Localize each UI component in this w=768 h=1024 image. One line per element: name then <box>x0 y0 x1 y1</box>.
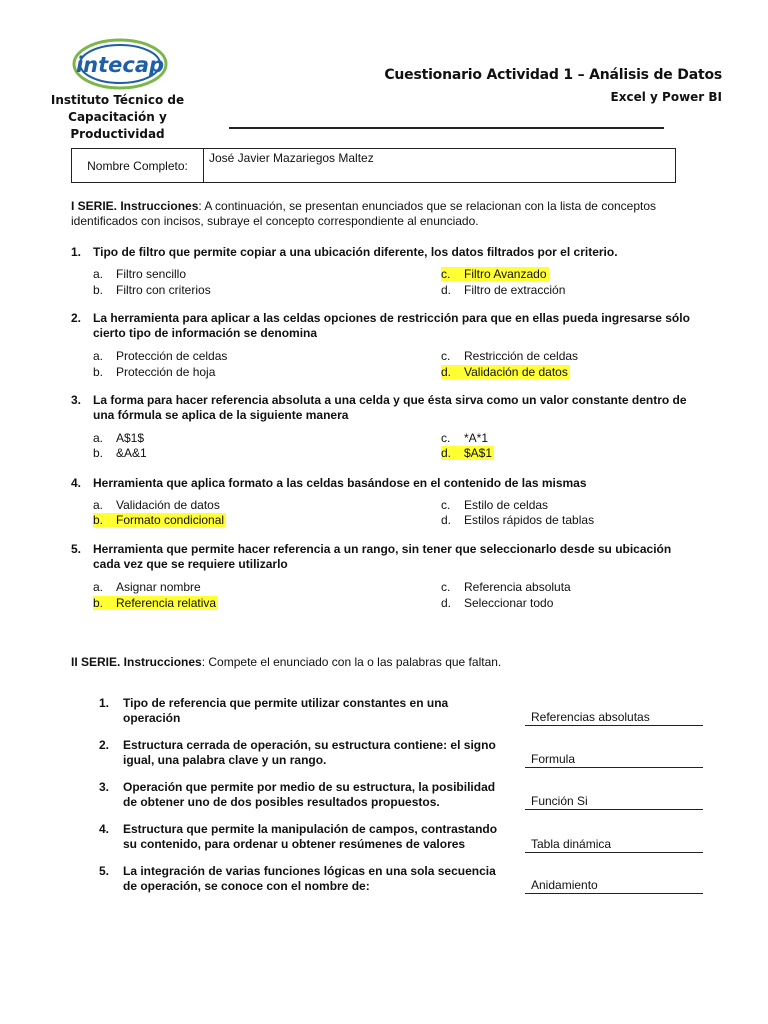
question-number: 3. <box>71 393 82 407</box>
q2-option-b[interactable]: b. Protección de hoja <box>93 365 216 379</box>
question-text: Tipo de filtro que permite copiar a una ubicación diferente, los datos filtrados por el criterio. <box>93 245 618 259</box>
serie2-answer-5[interactable]: Anidamiento <box>525 877 703 894</box>
serie2-answer-4[interactable]: Tabla dinámica <box>525 836 703 853</box>
question-text: Herramienta que permite hacer referencia a un rango, sin tener que seleccionarlo desde su ubicación cada vez que se requiere utilizarlo <box>93 542 672 571</box>
document-title: Cuestionario Actividad 1 – Análisis de Datos <box>384 67 722 83</box>
q3-option-a[interactable]: a. A$1$ <box>93 431 145 445</box>
serie1-instructions-line2: identificados con incisos, subraye el concepto correspondiente al enunciado. <box>71 214 479 228</box>
serie2-instructions-text: : Compete el enunciado con la o las palabras que faltan. <box>201 655 502 669</box>
serie1-instructions <box>71 199 711 229</box>
serie2-instructions <box>71 655 711 670</box>
q5-option-b-selected[interactable]: b. Referencia relativa <box>93 596 217 610</box>
document-subtitle: Excel y Power BI <box>610 90 722 104</box>
serie1-question-3 <box>71 393 723 423</box>
question-text: La herramienta para aplicar a las celdas opciones de restricción para que en ellas pueda ingresarse sólo cierto tipo de información se denomina <box>93 311 690 340</box>
serie2-heading: II SERIE. Instrucciones <box>71 655 202 669</box>
institute-line-1: Instituto Técnico de <box>50 93 185 107</box>
institute-name <box>20 92 215 143</box>
header-divider <box>229 127 664 129</box>
name-table <box>71 148 676 183</box>
q2-option-a[interactable]: a. Protección de celdas <box>93 349 228 363</box>
question-number: 5. <box>71 542 82 556</box>
q3-option-c[interactable]: c. *A*1 <box>441 431 489 445</box>
name-value[interactable]: José Javier Mazariegos Maltez <box>209 151 374 165</box>
q5-option-c[interactable]: c. Referencia absoluta <box>441 580 571 594</box>
serie1-heading: I SERIE. Instrucciones <box>71 199 199 213</box>
q2-option-d-selected[interactable]: d. Validación de datos <box>441 365 568 379</box>
question-number: 4. <box>71 476 82 490</box>
serie2-question-3: 3. Operación que permite por medio de su estructura, la posibilidad de obtener uno de dos posibles resultados propuestos. <box>99 780 496 809</box>
name-label: Nombre Completo: <box>72 149 204 182</box>
q4-option-c[interactable]: c. Estilo de celdas <box>441 498 549 512</box>
intecap-logo <box>70 34 170 92</box>
q3-option-d-selected[interactable]: d. $A$1 <box>441 446 493 460</box>
serie2-answer-1[interactable]: Referencias absolutas <box>525 709 703 726</box>
q1-option-c-selected[interactable]: c. Filtro Avanzado <box>441 267 547 281</box>
serie2-question-5: 5. La integración de varias funciones lógicas en una sola secuencia de operación, se conoce con el nombre de: <box>99 864 496 893</box>
q4-option-a[interactable]: a. Validación de datos <box>93 498 220 512</box>
q1-option-a[interactable]: a. Filtro sencillo <box>93 267 187 281</box>
institute-line-2: Capacitación y Productividad <box>68 110 167 141</box>
q5-option-d[interactable]: d. Seleccionar todo <box>441 596 554 610</box>
serie1-instructions-line1: : A continuación, se presentan enunciados que se relacionan con la lista de conceptos <box>198 199 657 213</box>
q4-option-b-selected[interactable]: b. Formato condicional <box>93 513 225 527</box>
serie1-question-4 <box>71 476 723 491</box>
logo-text: intecap <box>75 53 165 77</box>
serie2-answer-3[interactable]: Función Si <box>525 793 703 810</box>
serie2-answer-2[interactable]: Formula <box>525 751 703 768</box>
serie1-question-5 <box>71 542 723 572</box>
question-text: La forma para hacer referencia absoluta a una celda y que ésta sirva como un valor constante dentro de una fórmula se aplica de la siguiente manera <box>93 393 687 422</box>
q1-option-d[interactable]: d. Filtro de extracción <box>441 283 566 297</box>
q2-option-c[interactable]: c. Restricción de celdas <box>441 349 579 363</box>
question-number: 2. <box>71 311 82 325</box>
q3-option-b[interactable]: b. &A&1 <box>93 446 147 460</box>
q1-option-b[interactable]: b. Filtro con criterios <box>93 283 211 297</box>
q5-option-a[interactable]: a. Asignar nombre <box>93 580 201 594</box>
q4-option-d[interactable]: d. Estilos rápidos de tablas <box>441 513 595 527</box>
serie2-question-2: 2. Estructura cerrada de operación, su estructura contiene: el signo igual, una palabra clave y un rango. <box>99 738 496 767</box>
serie1-question-1 <box>71 245 723 260</box>
serie2-question-4: 4. Estructura que permite la manipulación de campos, contrastando su contenido, para ordenar u obtener resúmenes de valores <box>99 822 498 851</box>
serie1-question-2 <box>71 311 723 341</box>
question-number: 1. <box>71 245 82 259</box>
question-text: Herramienta que aplica formato a las celdas basándose en el contenido de las mismas <box>93 476 587 490</box>
serie2-question-1: 1. Tipo de referencia que permite utilizar constantes en una operación <box>99 696 449 725</box>
